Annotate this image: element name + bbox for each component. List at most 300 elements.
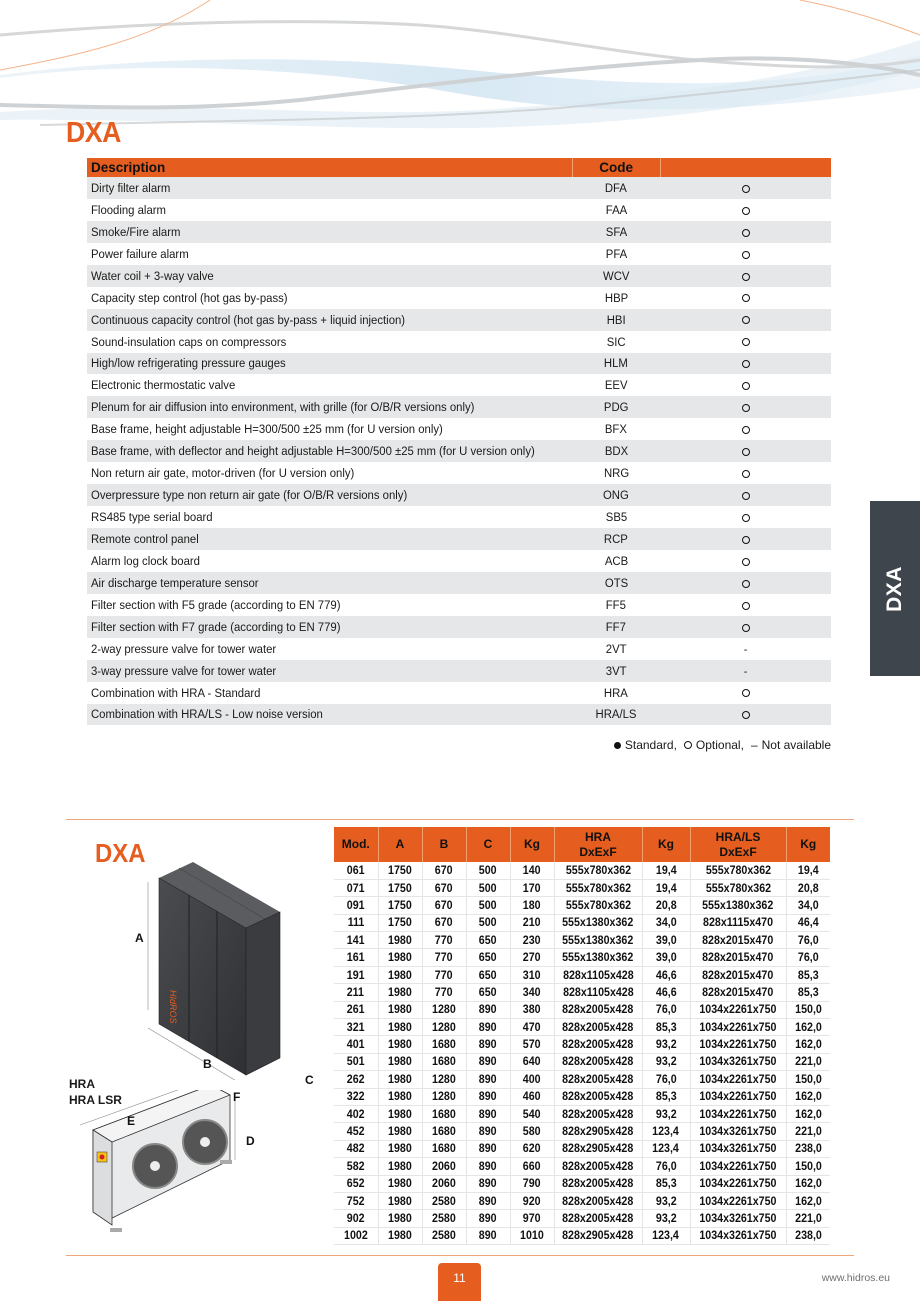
spec-cell: 890 bbox=[466, 1123, 510, 1140]
spec-cell: 46,6 bbox=[642, 984, 690, 1001]
spec-row bbox=[334, 1210, 830, 1227]
spec-cell: 262 bbox=[334, 1071, 378, 1088]
option-description: Continuous capacity control (hot gas by-pass + liquid injection) bbox=[87, 309, 572, 331]
spec-row bbox=[334, 1053, 830, 1070]
option-row bbox=[87, 374, 831, 396]
option-code: FF5 bbox=[572, 594, 660, 616]
spec-row bbox=[334, 1019, 830, 1036]
option-availability bbox=[660, 660, 831, 682]
spec-cell: 828x2015x470 bbox=[690, 949, 786, 966]
spec-cell: 85,3 bbox=[642, 1088, 690, 1105]
not-available-dash-icon: – bbox=[750, 738, 758, 752]
option-code: SFA bbox=[572, 221, 660, 243]
spec-cell: 162,0 bbox=[786, 1019, 830, 1036]
option-description: Water coil + 3-way valve bbox=[87, 265, 572, 287]
spec-cell: 39,0 bbox=[642, 932, 690, 949]
optional-circle-icon bbox=[742, 558, 750, 566]
spec-cell: 828x2005x428 bbox=[554, 1088, 642, 1105]
legend-standard: Standard, bbox=[624, 738, 677, 752]
spec-row bbox=[334, 1001, 830, 1018]
spec-cell: 111 bbox=[334, 914, 378, 931]
optional-circle-icon bbox=[742, 426, 750, 434]
spec-cell: 321 bbox=[334, 1019, 378, 1036]
spec-cell: 460 bbox=[510, 1088, 554, 1105]
availability-legend bbox=[614, 738, 831, 752]
spec-cell: 1680 bbox=[422, 1105, 466, 1122]
optional-circle-icon bbox=[742, 536, 750, 544]
header-description: Description bbox=[87, 158, 572, 177]
option-availability bbox=[660, 309, 831, 331]
option-code: BFX bbox=[572, 418, 660, 440]
spec-cell: 221,0 bbox=[786, 1123, 830, 1140]
side-section-tab bbox=[868, 501, 920, 676]
spec-cell: 890 bbox=[466, 1036, 510, 1053]
spec-cell: 1750 bbox=[378, 879, 422, 896]
spec-cell: 1980 bbox=[378, 1071, 422, 1088]
option-code: BDX bbox=[572, 440, 660, 462]
spec-cell: 660 bbox=[510, 1158, 554, 1175]
spec-row bbox=[334, 897, 830, 914]
header-code: Code bbox=[572, 158, 660, 177]
spec-column-header: HRA DxExF bbox=[554, 827, 642, 862]
option-availability bbox=[660, 353, 831, 375]
spec-row bbox=[334, 1071, 830, 1088]
option-availability bbox=[660, 704, 831, 726]
spec-cell: 162,0 bbox=[786, 1036, 830, 1053]
spec-cell: 828x1105x428 bbox=[554, 984, 642, 1001]
option-row bbox=[87, 682, 831, 704]
spec-cell: 582 bbox=[334, 1158, 378, 1175]
spec-cell: 061 bbox=[334, 862, 378, 879]
option-availability bbox=[660, 243, 831, 265]
spec-cell: 652 bbox=[334, 1175, 378, 1192]
spec-cell: 670 bbox=[422, 914, 466, 931]
option-code: RCP bbox=[572, 528, 660, 550]
spec-cell: 890 bbox=[466, 1175, 510, 1192]
optional-circle-icon bbox=[742, 316, 750, 324]
spec-cell: 555x1380x362 bbox=[690, 897, 786, 914]
spec-cell: 1980 bbox=[378, 1105, 422, 1122]
spec-cell: 34,0 bbox=[642, 914, 690, 931]
spec-cell: 1980 bbox=[378, 1192, 422, 1209]
spec-cell: 1034x2261x750 bbox=[690, 1158, 786, 1175]
spec-cell: 1010 bbox=[510, 1227, 554, 1244]
spec-cell: 380 bbox=[510, 1001, 554, 1018]
standard-dot-icon bbox=[614, 742, 621, 749]
spec-cell: 123,4 bbox=[642, 1140, 690, 1157]
option-description: Base frame, with deflector and height adjustable H=300/500 ±25 mm (for U version only) bbox=[87, 440, 572, 462]
spec-cell: 162,0 bbox=[786, 1105, 830, 1122]
spec-cell: 902 bbox=[334, 1210, 378, 1227]
options-table-body bbox=[87, 177, 831, 725]
side-tab-label: DXA bbox=[883, 565, 906, 612]
spec-cell: 828x2905x428 bbox=[554, 1123, 642, 1140]
spec-cell: 19,4 bbox=[642, 879, 690, 896]
spec-row bbox=[334, 1105, 830, 1122]
spec-cell: 85,3 bbox=[786, 984, 830, 1001]
spec-cell: 1980 bbox=[378, 1227, 422, 1244]
option-availability bbox=[660, 594, 831, 616]
page-title: DXA bbox=[66, 117, 121, 149]
optional-circle-icon bbox=[684, 741, 692, 749]
option-code: HBP bbox=[572, 287, 660, 309]
dimensions-weights-table bbox=[334, 827, 830, 1245]
option-code: WCV bbox=[572, 265, 660, 287]
option-availability bbox=[660, 396, 831, 418]
option-row bbox=[87, 440, 831, 462]
spec-cell: 828x1115x470 bbox=[690, 914, 786, 931]
spec-cell: 162,0 bbox=[786, 1175, 830, 1192]
spec-cell: 670 bbox=[422, 897, 466, 914]
spec-cell: 221,0 bbox=[786, 1053, 830, 1070]
optional-circle-icon bbox=[742, 294, 750, 302]
option-availability bbox=[660, 177, 831, 199]
spec-cell: 1034x3261x750 bbox=[690, 1123, 786, 1140]
spec-cell: 1750 bbox=[378, 897, 422, 914]
spec-cell: 1680 bbox=[422, 1123, 466, 1140]
option-code: SIC bbox=[572, 331, 660, 353]
option-code: 3VT bbox=[572, 660, 660, 682]
spec-cell: 1980 bbox=[378, 966, 422, 983]
dimension-label-b: B bbox=[203, 1057, 212, 1071]
legend-not-available: Not available bbox=[761, 738, 831, 752]
spec-table-header bbox=[334, 827, 830, 862]
spec-cell: 828x2015x470 bbox=[690, 966, 786, 983]
spec-cell: 890 bbox=[466, 1140, 510, 1157]
option-availability bbox=[660, 616, 831, 638]
option-availability bbox=[660, 221, 831, 243]
spec-cell: 890 bbox=[466, 1192, 510, 1209]
hra-condenser-drawing bbox=[70, 1090, 270, 1240]
option-code: HRA/LS bbox=[572, 704, 660, 726]
page-number: 11 bbox=[438, 1263, 481, 1301]
spec-table-body bbox=[334, 862, 830, 1245]
spec-cell: 93,2 bbox=[642, 1210, 690, 1227]
spec-row bbox=[334, 914, 830, 931]
spec-cell: 1680 bbox=[422, 1036, 466, 1053]
spec-cell: 1034x2261x750 bbox=[690, 1175, 786, 1192]
option-row bbox=[87, 221, 831, 243]
spec-cell: 402 bbox=[334, 1105, 378, 1122]
option-row bbox=[87, 418, 831, 440]
optional-circle-icon bbox=[742, 404, 750, 412]
spec-cell: 555x780x362 bbox=[554, 897, 642, 914]
legend-optional: Optional, bbox=[695, 738, 744, 752]
option-row bbox=[87, 331, 831, 353]
spec-cell: 890 bbox=[466, 1088, 510, 1105]
spec-column-header: Mod. bbox=[334, 827, 378, 862]
section-divider-top bbox=[66, 819, 854, 820]
option-availability bbox=[660, 682, 831, 704]
option-row bbox=[87, 638, 831, 660]
spec-cell: 46,4 bbox=[786, 914, 830, 931]
option-row bbox=[87, 287, 831, 309]
spec-row bbox=[334, 862, 830, 879]
spec-cell: 1034x2261x750 bbox=[690, 1036, 786, 1053]
dimension-label-f: F bbox=[233, 1090, 241, 1104]
spec-cell: 93,2 bbox=[642, 1192, 690, 1209]
spec-cell: 401 bbox=[334, 1036, 378, 1053]
spec-cell: 140 bbox=[510, 862, 554, 879]
spec-cell: 270 bbox=[510, 949, 554, 966]
spec-cell: 890 bbox=[466, 1105, 510, 1122]
spec-cell: 920 bbox=[510, 1192, 554, 1209]
spec-cell: 1980 bbox=[378, 932, 422, 949]
header-wave-decoration bbox=[0, 0, 920, 150]
option-description: Base frame, height adjustable H=300/500 ±25 mm (for U version only) bbox=[87, 418, 572, 440]
option-row bbox=[87, 572, 831, 594]
spec-cell: 2580 bbox=[422, 1227, 466, 1244]
spec-cell: 828x2005x428 bbox=[554, 1210, 642, 1227]
spec-cell: 162,0 bbox=[786, 1088, 830, 1105]
option-availability bbox=[660, 484, 831, 506]
spec-column-header: HRA/LS DxExF bbox=[690, 827, 786, 862]
spec-cell: 2060 bbox=[422, 1175, 466, 1192]
option-description: Plenum for air diffusion into environment, with grille (for O/B/R versions only) bbox=[87, 396, 572, 418]
option-code: HRA bbox=[572, 682, 660, 704]
optional-circle-icon bbox=[742, 360, 750, 368]
spec-cell: 85,3 bbox=[642, 1019, 690, 1036]
spec-cell: 2580 bbox=[422, 1210, 466, 1227]
option-availability bbox=[660, 506, 831, 528]
spec-cell: 828x2005x428 bbox=[554, 1053, 642, 1070]
spec-cell: 230 bbox=[510, 932, 554, 949]
spec-cell: 85,3 bbox=[786, 966, 830, 983]
option-row bbox=[87, 506, 831, 528]
spec-cell: 071 bbox=[334, 879, 378, 896]
spec-cell: 1280 bbox=[422, 1071, 466, 1088]
spec-cell: 1034x2261x750 bbox=[690, 1088, 786, 1105]
dimension-label-d: D bbox=[246, 1134, 255, 1148]
spec-cell: 46,6 bbox=[642, 966, 690, 983]
option-availability bbox=[660, 638, 831, 660]
spec-cell: 670 bbox=[422, 862, 466, 879]
website-url[interactable]: www.hidros.eu bbox=[821, 1272, 890, 1284]
option-row bbox=[87, 396, 831, 418]
spec-cell: 470 bbox=[510, 1019, 554, 1036]
spec-cell: 85,3 bbox=[642, 1175, 690, 1192]
option-availability bbox=[660, 528, 831, 550]
spec-cell: 828x2015x470 bbox=[690, 984, 786, 1001]
dimensions-section-title: DXA bbox=[95, 838, 146, 868]
spec-cell: 540 bbox=[510, 1105, 554, 1122]
not-available-dash-icon: - bbox=[743, 643, 748, 656]
spec-cell: 570 bbox=[510, 1036, 554, 1053]
option-description: Remote control panel bbox=[87, 528, 572, 550]
option-description: 3-way pressure valve for tower water bbox=[87, 660, 572, 682]
spec-cell: 1980 bbox=[378, 1001, 422, 1018]
spec-cell: 76,0 bbox=[786, 932, 830, 949]
option-row bbox=[87, 462, 831, 484]
spec-cell: 1034x2261x750 bbox=[690, 1071, 786, 1088]
spec-cell: 828x2005x428 bbox=[554, 1019, 642, 1036]
option-availability bbox=[660, 550, 831, 572]
optional-circle-icon bbox=[742, 624, 750, 632]
spec-cell: 091 bbox=[334, 897, 378, 914]
spec-cell: 790 bbox=[510, 1175, 554, 1192]
spec-row bbox=[334, 1123, 830, 1140]
spec-cell: 1280 bbox=[422, 1001, 466, 1018]
dxa-unit-drawing bbox=[130, 860, 330, 1080]
spec-cell: 970 bbox=[510, 1210, 554, 1227]
option-row bbox=[87, 199, 831, 221]
spec-cell: 76,0 bbox=[642, 1158, 690, 1175]
spec-cell: 555x1380x362 bbox=[554, 949, 642, 966]
spec-cell: 828x2005x428 bbox=[554, 1036, 642, 1053]
dimension-label-e: E bbox=[127, 1114, 136, 1128]
spec-cell: 770 bbox=[422, 984, 466, 1001]
spec-row bbox=[334, 879, 830, 896]
spec-cell: 1002 bbox=[334, 1227, 378, 1244]
option-row bbox=[87, 353, 831, 375]
spec-row bbox=[334, 1192, 830, 1209]
spec-row bbox=[334, 1158, 830, 1175]
option-code: NRG bbox=[572, 462, 660, 484]
spec-column-header: Kg bbox=[642, 827, 690, 862]
option-code: ACB bbox=[572, 550, 660, 572]
spec-cell: 828x2005x428 bbox=[554, 1192, 642, 1209]
hra-label-line1: HRA bbox=[69, 1077, 95, 1091]
spec-cell: 890 bbox=[466, 1053, 510, 1070]
spec-cell: 650 bbox=[466, 949, 510, 966]
spec-cell: 238,0 bbox=[786, 1227, 830, 1244]
option-description: Dirty filter alarm bbox=[87, 177, 572, 199]
spec-row bbox=[334, 1175, 830, 1192]
spec-cell: 828x2005x428 bbox=[554, 1001, 642, 1018]
option-description: Combination with HRA/LS - Low noise version bbox=[87, 704, 572, 726]
spec-cell: 1980 bbox=[378, 1053, 422, 1070]
spec-cell: 890 bbox=[466, 1019, 510, 1036]
option-availability bbox=[660, 265, 831, 287]
option-availability bbox=[660, 418, 831, 440]
spec-cell: 19,4 bbox=[642, 862, 690, 879]
option-description: Filter section with F5 grade (according to EN 779) bbox=[87, 594, 572, 616]
option-description: Alarm log clock board bbox=[87, 550, 572, 572]
option-row bbox=[87, 484, 831, 506]
option-code: DFA bbox=[572, 177, 660, 199]
spec-cell: 580 bbox=[510, 1123, 554, 1140]
spec-cell: 828x2905x428 bbox=[554, 1227, 642, 1244]
spec-cell: 93,2 bbox=[642, 1053, 690, 1070]
option-description: Overpressure type non return air gate (for O/B/R versions only) bbox=[87, 484, 572, 506]
option-description: Filter section with F7 grade (according to EN 779) bbox=[87, 616, 572, 638]
spec-cell: 890 bbox=[466, 1227, 510, 1244]
spec-cell: 620 bbox=[510, 1140, 554, 1157]
spec-cell: 1280 bbox=[422, 1019, 466, 1036]
spec-cell: 1980 bbox=[378, 984, 422, 1001]
optional-circle-icon bbox=[742, 229, 750, 237]
option-description: Air discharge temperature sensor bbox=[87, 572, 572, 594]
spec-cell: 1980 bbox=[378, 1123, 422, 1140]
spec-cell: 1680 bbox=[422, 1053, 466, 1070]
option-code: OTS bbox=[572, 572, 660, 594]
spec-cell: 770 bbox=[422, 966, 466, 983]
option-availability bbox=[660, 199, 831, 221]
spec-cell: 93,2 bbox=[642, 1105, 690, 1122]
spec-cell: 39,0 bbox=[642, 949, 690, 966]
spec-cell: 452 bbox=[334, 1123, 378, 1140]
spec-cell: 76,0 bbox=[642, 1001, 690, 1018]
spec-cell: 1980 bbox=[378, 1019, 422, 1036]
spec-cell: 123,4 bbox=[642, 1123, 690, 1140]
header-availability bbox=[660, 158, 831, 177]
spec-cell: 1980 bbox=[378, 949, 422, 966]
option-description: Combination with HRA - Standard bbox=[87, 682, 572, 704]
spec-cell: 180 bbox=[510, 897, 554, 914]
spec-cell: 150,0 bbox=[786, 1001, 830, 1018]
options-table bbox=[87, 158, 831, 725]
spec-cell: 150,0 bbox=[786, 1158, 830, 1175]
spec-row bbox=[334, 1227, 830, 1244]
spec-cell: 76,0 bbox=[786, 949, 830, 966]
option-description: Power failure alarm bbox=[87, 243, 572, 265]
optional-circle-icon bbox=[742, 492, 750, 500]
spec-cell: 890 bbox=[466, 1001, 510, 1018]
spec-cell: 400 bbox=[510, 1071, 554, 1088]
dimension-label-c: C bbox=[305, 1073, 314, 1087]
spec-cell: 1750 bbox=[378, 862, 422, 879]
spec-cell: 1034x3261x750 bbox=[690, 1227, 786, 1244]
option-description: Sound-insulation caps on compressors bbox=[87, 331, 572, 353]
spec-cell: 828x2005x428 bbox=[554, 1158, 642, 1175]
optional-circle-icon bbox=[742, 185, 750, 193]
spec-cell: 770 bbox=[422, 949, 466, 966]
option-description: Smoke/Fire alarm bbox=[87, 221, 572, 243]
spec-cell: 141 bbox=[334, 932, 378, 949]
option-code: SB5 bbox=[572, 506, 660, 528]
spec-cell: 93,2 bbox=[642, 1036, 690, 1053]
spec-cell: 1680 bbox=[422, 1140, 466, 1157]
spec-cell: 752 bbox=[334, 1192, 378, 1209]
option-availability bbox=[660, 440, 831, 462]
spec-cell: 770 bbox=[422, 932, 466, 949]
option-code: ONG bbox=[572, 484, 660, 506]
optional-circle-icon bbox=[742, 580, 750, 588]
spec-cell: 1034x3261x750 bbox=[690, 1053, 786, 1070]
spec-cell: 1034x2261x750 bbox=[690, 1019, 786, 1036]
spec-cell: 322 bbox=[334, 1088, 378, 1105]
spec-cell: 2580 bbox=[422, 1192, 466, 1209]
spec-column-header: Kg bbox=[786, 827, 830, 862]
option-availability bbox=[660, 331, 831, 353]
spec-cell: 555x780x362 bbox=[690, 862, 786, 879]
spec-cell: 1980 bbox=[378, 1175, 422, 1192]
option-availability bbox=[660, 572, 831, 594]
spec-cell: 221,0 bbox=[786, 1210, 830, 1227]
option-row bbox=[87, 243, 831, 265]
spec-cell: 500 bbox=[466, 897, 510, 914]
spec-cell: 500 bbox=[466, 879, 510, 896]
section-divider-bottom bbox=[66, 1255, 854, 1256]
spec-cell: 890 bbox=[466, 1071, 510, 1088]
spec-cell: 1034x3261x750 bbox=[690, 1140, 786, 1157]
spec-cell: 1034x3261x750 bbox=[690, 1210, 786, 1227]
option-code: HLM bbox=[572, 353, 660, 375]
optional-circle-icon bbox=[742, 207, 750, 215]
spec-cell: 340 bbox=[510, 984, 554, 1001]
option-row bbox=[87, 528, 831, 550]
optional-circle-icon bbox=[742, 602, 750, 610]
spec-cell: 1980 bbox=[378, 1088, 422, 1105]
spec-cell: 211 bbox=[334, 984, 378, 1001]
option-description: Electronic thermostatic valve bbox=[87, 374, 572, 396]
spec-cell: 650 bbox=[466, 984, 510, 1001]
hra-label-line2: HRA LSR bbox=[69, 1093, 122, 1107]
spec-row bbox=[334, 949, 830, 966]
spec-cell: 76,0 bbox=[642, 1071, 690, 1088]
optional-circle-icon bbox=[742, 448, 750, 456]
spec-cell: 34,0 bbox=[786, 897, 830, 914]
